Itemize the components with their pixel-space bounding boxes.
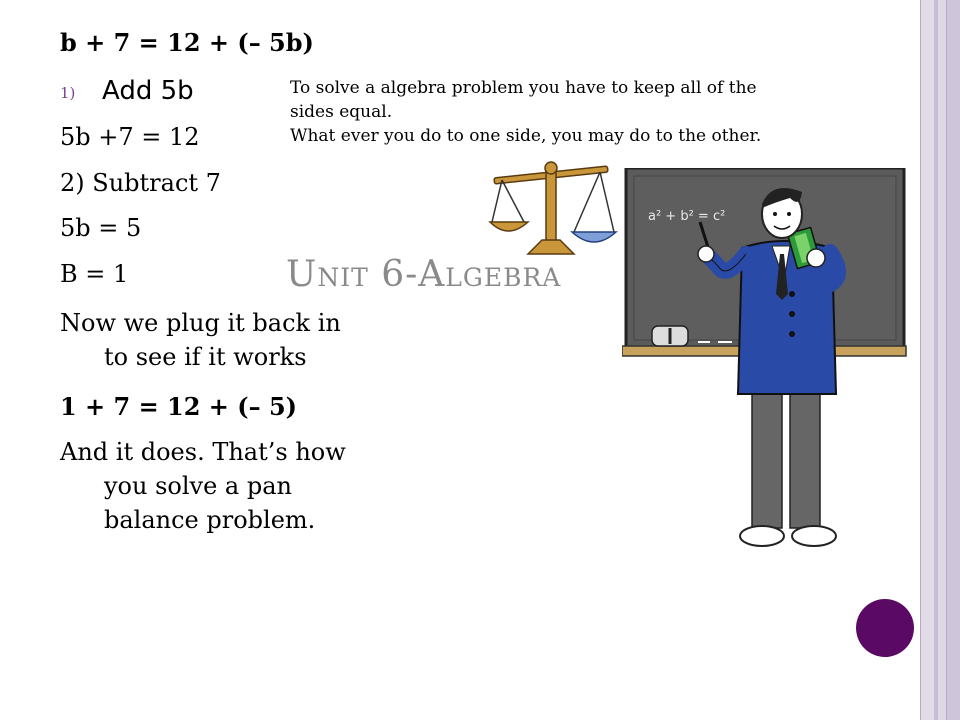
conclusion-cont-line-1: you solve a pan — [104, 472, 292, 500]
algebra-note — [290, 76, 910, 148]
check-equation: 1 + 7 = 12 + (– 5) — [60, 392, 298, 421]
conclusion-first-line: And it does. That’s how — [60, 438, 346, 466]
note-line-2: sides equal. — [290, 102, 393, 122]
step-2-text: 2) Subtract 7 — [60, 169, 221, 197]
border-band-4 — [946, 0, 960, 720]
plug-back-paragraph — [60, 306, 430, 374]
border-band-3 — [938, 0, 946, 720]
note-line-3: What ever you do to one side, you may do to the other. — [290, 126, 762, 146]
slide-title: Unit 6-Algebra — [286, 254, 562, 295]
plug-first-line: Now we plug it back in — [60, 309, 341, 337]
conclusion-cont-line-2: balance problem. — [104, 506, 316, 534]
conclusion-paragraph — [60, 435, 430, 537]
list-marker: 1) — [60, 84, 76, 102]
border-line — [920, 0, 921, 720]
equation-3: 5b = 5 — [60, 214, 142, 242]
plug-cont-line: to see if it works — [104, 343, 307, 371]
border-line — [946, 0, 947, 720]
step-1-text: Add 5b — [102, 76, 194, 106]
teacher-at-chalkboard-clipart — [622, 168, 912, 558]
chalk-formula: a² + b² = c² — [648, 209, 726, 224]
balance-scale-clipart — [488, 158, 618, 258]
decorative-circle — [856, 599, 914, 657]
equation-line: b + 7 = 12 + (– 5b) — [60, 28, 314, 57]
equation-4: B = 1 — [60, 260, 129, 288]
note-line-1: To solve a algebra problem you have to keep all of the — [290, 78, 757, 98]
equation-2: 5b +7 = 12 — [60, 123, 200, 151]
border-band-1 — [920, 0, 934, 720]
